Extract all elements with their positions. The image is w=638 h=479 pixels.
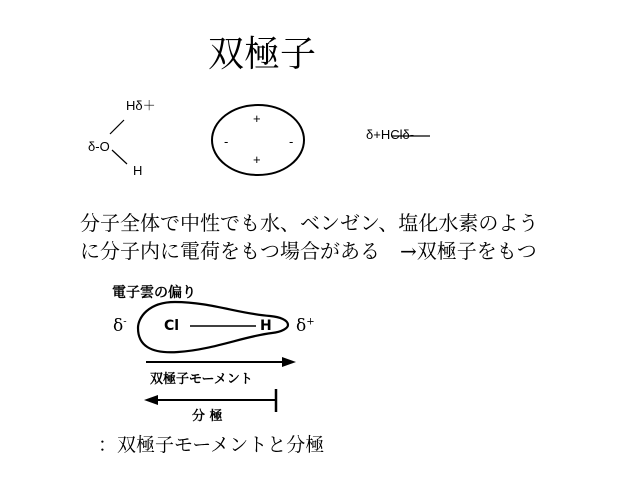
- circle-minus-left: -: [224, 134, 229, 149]
- body-line-1: 分子全体で中性でも水、ベンゼン、塩化水素のよう: [80, 211, 539, 235]
- figure-caption: ：双極子モーメントと分極: [98, 434, 325, 456]
- circle-plus-top: +: [253, 111, 261, 126]
- delta-minus-sign: -: [123, 316, 127, 328]
- polar-label: 分 極: [192, 409, 223, 424]
- hcl-minus: -: [409, 127, 415, 142]
- hcl-text: δ+HClδ: [366, 127, 410, 142]
- water-h-bottom: H: [133, 163, 143, 178]
- moment-arrow-head: [282, 357, 296, 367]
- polar-arrow-head: [144, 395, 158, 405]
- water-h-top: Hδ＋: [126, 98, 156, 113]
- figure-cl: Cl: [164, 318, 180, 334]
- delta-plus-symbol: δ: [296, 316, 307, 336]
- delta-minus-symbol: δ: [113, 316, 124, 336]
- figure-delta-plus: [296, 316, 315, 336]
- circle-plus-bottom: +: [253, 152, 261, 167]
- body-line-2: に分子内に電荷をもつ場合がある →双極子をもつ: [80, 239, 537, 263]
- delta-plus-sign: +: [306, 316, 315, 328]
- figure-heading: 電子雲の偏り: [112, 285, 196, 301]
- circle-minus-right: -: [289, 134, 294, 149]
- figure-h: H: [260, 318, 272, 334]
- water-oxygen: δ-O: [88, 139, 110, 154]
- slide-title: 双極子: [208, 34, 317, 75]
- moment-label: 双極子モーメント: [150, 372, 253, 387]
